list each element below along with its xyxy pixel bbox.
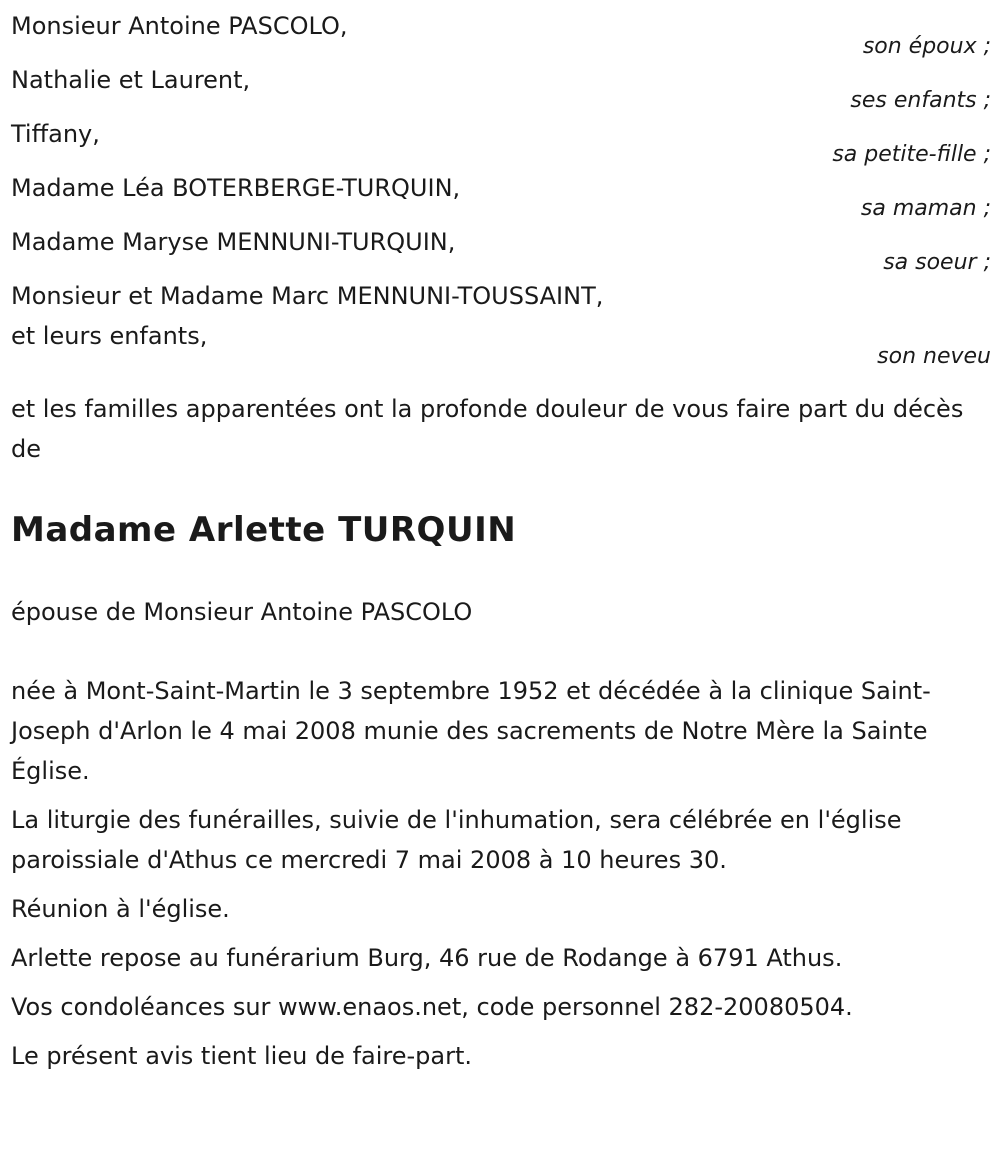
funeral-paragraph: La liturgie des funérailles, suivie de l'inhumation, sera célébrée en l'église paroissiale d'Athus ce mercredi 7 mai 2008 à 10 heures 30. [11,806,902,874]
mourner-relation: sa maman ; [860,196,991,221]
notice-paragraph: Le présent avis tient lieu de faire-part. [11,1042,473,1070]
mourner-name: Monsieur Antoine PASCOLO, [11,12,348,40]
funeral-home-paragraph: Arlette repose au funérarium Burg, 46 rue de Rodange à 6791 Athus. [11,944,843,972]
mourner-name: Madame Maryse MENNUNI-TURQUIN, [11,228,456,256]
birth-death-paragraph: née à Mont-Saint-Martin le 3 septembre 1952 et décédée à la clinique Saint-Joseph d'Arlon le 4 mai 2008 munie des sacrements de Notre Mère la Sainte Église. [11,677,931,785]
mourner-name: Nathalie et Laurent, [11,66,251,94]
announcement-intro: et les familles apparentées ont la profonde douleur de vous faire part du décès de [11,395,964,463]
mourner-name: Madame Léa BOTERBERGE-TURQUIN, [11,174,461,202]
mourner-relation: ses enfants ; [850,88,991,113]
mourner-entry [11,114,991,168]
mourner-relation: sa petite-fille ; [832,142,991,167]
mourner-relation: son époux ; [862,34,991,59]
mourner-name: Monsieur et Madame Marc MENNUNI-TOUSSAINT, [11,282,604,310]
mourner-relation: son neveu [877,344,991,369]
mourner-entry [11,60,991,114]
meeting-paragraph: Réunion à l'église. [11,895,230,923]
deceased-name: Madame Arlette TURQUIN [11,510,517,550]
mourner-name-continued: et leurs enfants, [11,322,208,350]
mourner-entry [11,222,991,276]
mourner-relation: sa soeur ; [883,250,991,275]
spouse-line: épouse de Monsieur Antoine PASCOLO [11,598,473,626]
mourner-entry [11,168,991,222]
mourner-entry [11,6,991,60]
mourner-entry [11,276,991,370]
condolences-paragraph: Vos condoléances sur www.enaos.net, code personnel 282-20080504. [11,993,853,1021]
death-notice [11,0,991,1076]
mourner-name: Tiffany, [11,120,100,148]
